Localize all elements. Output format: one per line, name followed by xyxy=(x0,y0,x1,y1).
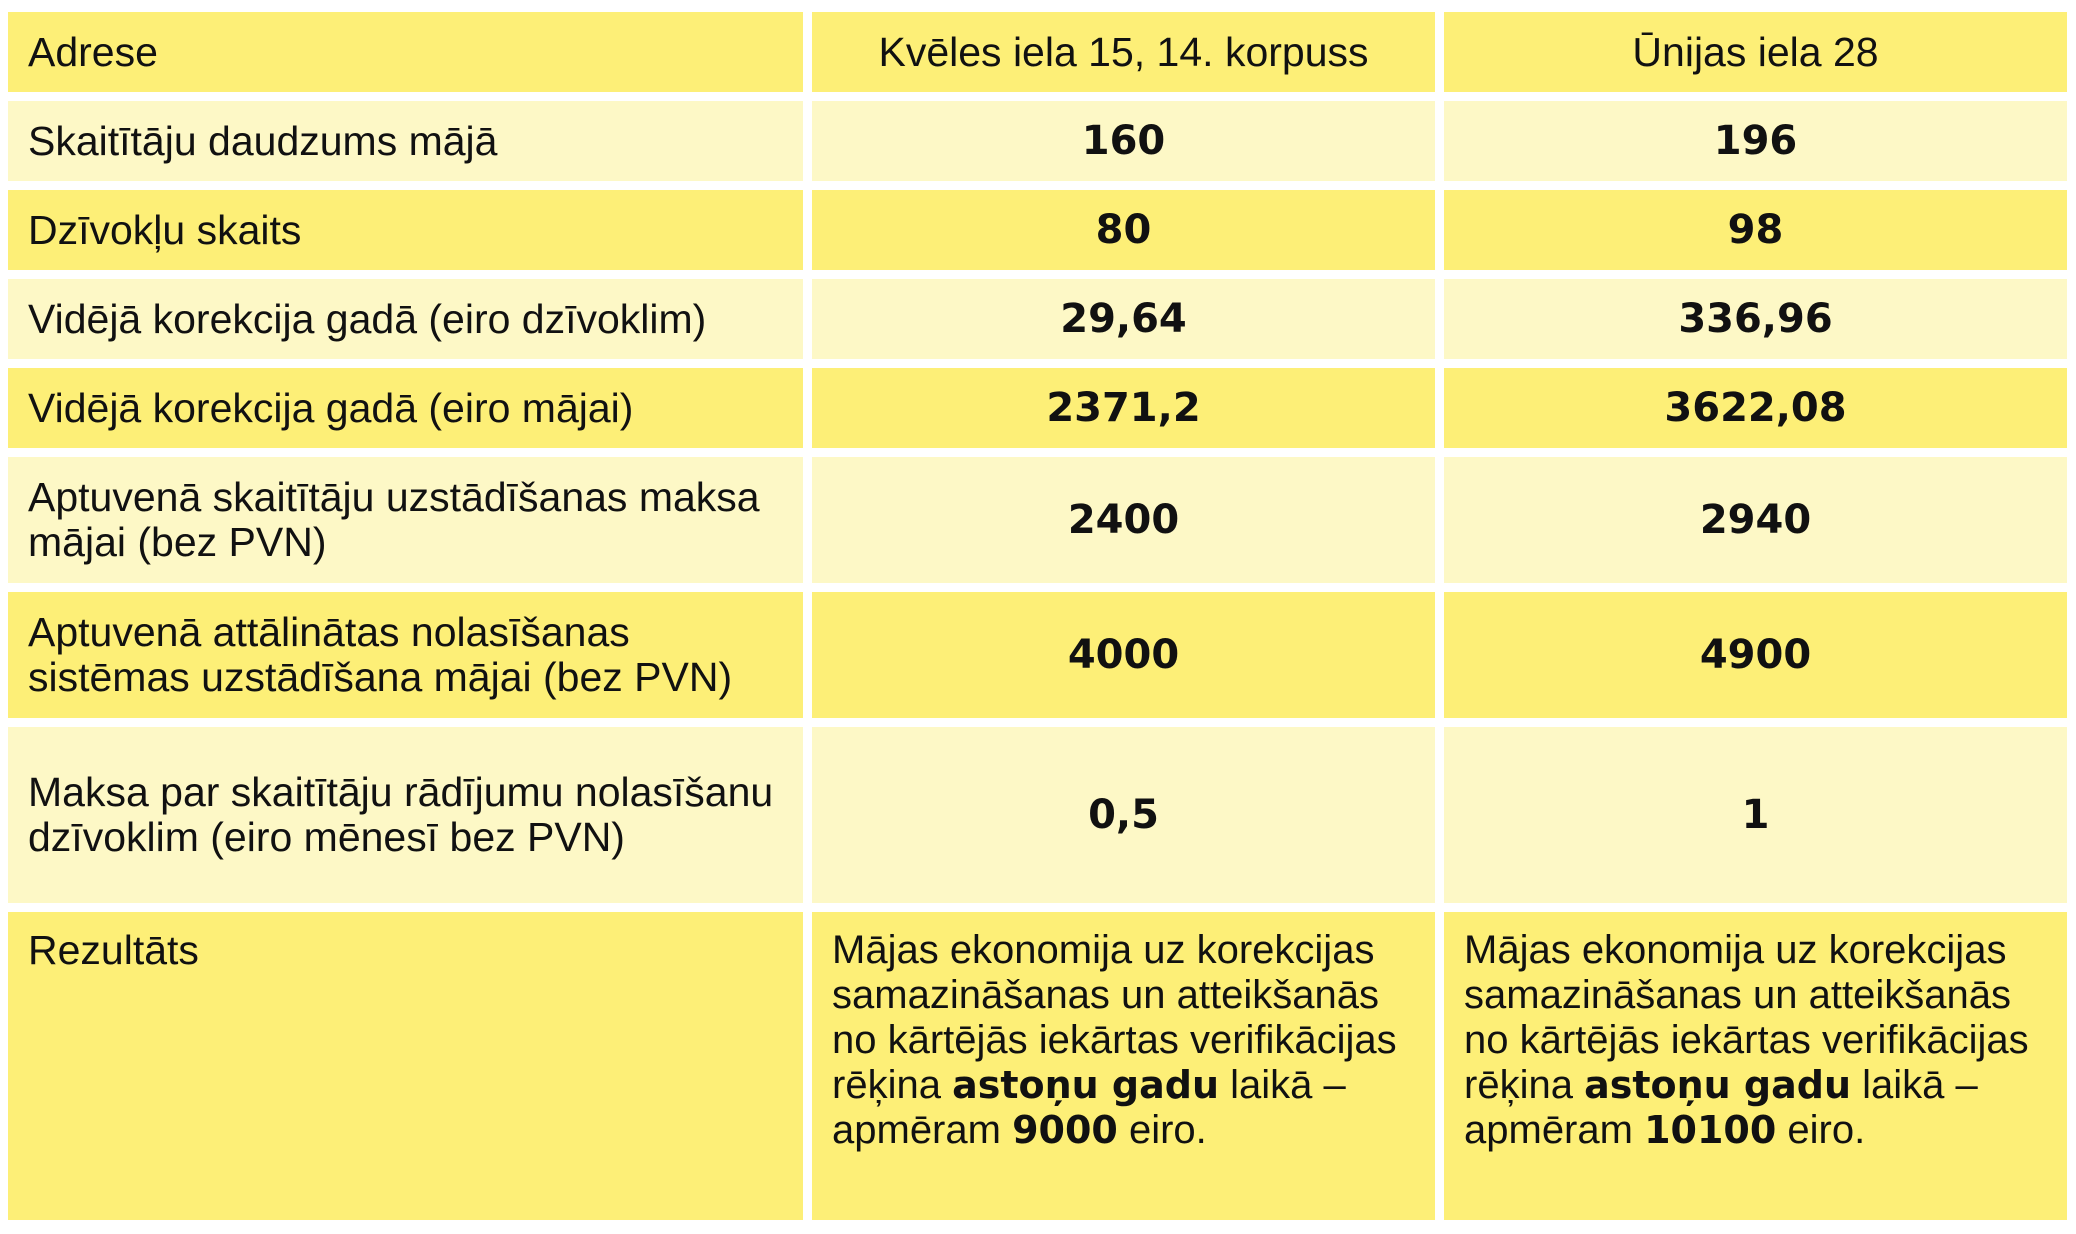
result-bold-duration: astoņu gadu xyxy=(1584,1063,1852,1107)
result-col1-cell xyxy=(812,912,1435,1220)
result-text-middle: laikā – apmēram xyxy=(832,1063,1346,1152)
table-cell xyxy=(1444,368,2067,448)
table-row-label xyxy=(8,368,803,448)
row-value-col1: 4000 xyxy=(1067,631,1180,678)
row-label: Aptuvenā skaitītāju uzstādīšanas maksa mājai (bez PVN) xyxy=(28,474,760,565)
row-value-col2: 3622,08 xyxy=(1664,384,1847,431)
table-row-label xyxy=(8,592,803,718)
table-cell xyxy=(812,101,1435,181)
table-cell xyxy=(812,279,1435,359)
row-value-col1: 160 xyxy=(1081,117,1166,164)
table-cell xyxy=(812,368,1435,448)
row-label: Vidējā korekcija gadā (eiro dzīvoklim) xyxy=(28,295,707,342)
header-label: Adrese xyxy=(28,28,158,75)
row-value-col1: 29,64 xyxy=(1060,295,1187,342)
table-row-label xyxy=(8,727,803,903)
row-label: Dzīvokļu skaits xyxy=(28,206,302,253)
header-col2: Ūnijas iela 28 xyxy=(1632,28,1879,75)
table-cell xyxy=(1444,592,2067,718)
table-cell xyxy=(812,190,1435,270)
header-label-cell xyxy=(8,12,803,92)
result-text-after: eiro. xyxy=(1776,1108,1866,1152)
row-value-col1: 0,5 xyxy=(1088,791,1159,838)
table-cell xyxy=(1444,101,2067,181)
result-label: Rezultāts xyxy=(28,927,199,973)
row-value-col1: 80 xyxy=(1095,206,1152,253)
table-row-label xyxy=(8,457,803,583)
row-label: Aptuvenā attālinātas nolasīšanas sistēmas uzstādīšana mājai (bez PVN) xyxy=(28,609,733,700)
result-col2-text xyxy=(1464,928,2053,1153)
result-bold-duration: astoņu gadu xyxy=(952,1063,1220,1107)
result-text-before: Mājas ekonomija uz korekcijas samazināšanas un atteikšanās no kārtējās iekārtas verifikācijas rēķina xyxy=(1464,928,2029,1107)
comparison-table xyxy=(8,12,2067,1220)
header-col2-cell xyxy=(1444,12,2067,92)
result-col2-cell xyxy=(1444,912,2067,1220)
table-row-label xyxy=(8,101,803,181)
table-row-label xyxy=(8,279,803,359)
result-bold-amount: 9000 xyxy=(1012,1108,1118,1152)
row-value-col1: 2371,2 xyxy=(1046,384,1201,431)
table-cell xyxy=(1444,190,2067,270)
table-cell xyxy=(812,727,1435,903)
row-value-col2: 4900 xyxy=(1699,631,1812,678)
table-cell xyxy=(812,457,1435,583)
result-bold-amount: 10100 xyxy=(1644,1108,1777,1152)
result-text-before: Mājas ekonomija uz korekcijas samazināšanas un atteikšanās no kārtējās iekārtas verifikācijas rēķina xyxy=(832,928,1397,1107)
table-cell xyxy=(812,592,1435,718)
table-cell xyxy=(1444,279,2067,359)
result-col1-text xyxy=(832,928,1421,1153)
result-text-after: eiro. xyxy=(1117,1108,1207,1152)
table-cell xyxy=(1444,727,2067,903)
row-value-col2: 2940 xyxy=(1699,496,1812,543)
table-cell xyxy=(1444,457,2067,583)
header-col1: Kvēles iela 15, 14. korpuss xyxy=(878,28,1369,75)
row-value-col2: 336,96 xyxy=(1678,295,1833,342)
row-label: Maksa par skaitītāju rādījumu nolasīšanu dzīvoklim (eiro mēnesī bez PVN) xyxy=(28,769,774,860)
row-label: Skaitītāju daudzums mājā xyxy=(28,117,498,164)
table-row-label xyxy=(8,190,803,270)
row-value-col1: 2400 xyxy=(1067,496,1180,543)
row-value-col2: 98 xyxy=(1727,206,1784,253)
result-label-cell xyxy=(8,912,803,1220)
row-value-col2: 196 xyxy=(1713,117,1798,164)
result-text-middle: laikā – apmēram xyxy=(1464,1063,1978,1152)
row-label: Vidējā korekcija gadā (eiro mājai) xyxy=(28,384,634,431)
header-col1-cell xyxy=(812,12,1435,92)
row-value-col2: 1 xyxy=(1741,791,1770,838)
